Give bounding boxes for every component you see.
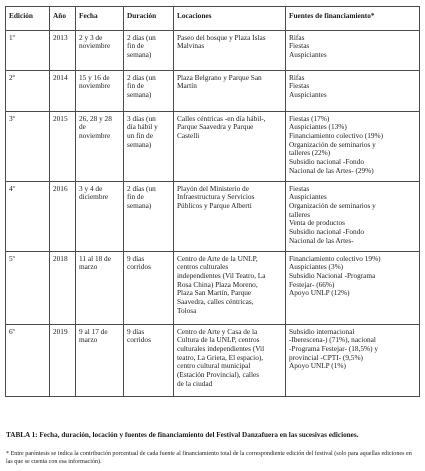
cell-anio: 2016 [50, 182, 76, 252]
cell-duracion: 2 días (un fin de semana) [124, 182, 174, 252]
cell-fecha: 3 y 4 de diciembre [76, 182, 124, 252]
cell-duracion: 9 días corridos [124, 325, 174, 397]
cell-locaciones: Paseo del bosque y Plaza Islas Malvinas [174, 31, 286, 71]
cell-fuentes: Fiestas (17%) Auspiciantes (13%) Financiamiento colectivo (19%) Organización de seminarios y talleres (22%) Subsidio nacional -Fondo Nacional de las Artes- (29%) [286, 112, 420, 182]
cell-anio: 2013 [50, 31, 76, 71]
cell-fecha: 11 al 18 de marzo [76, 252, 124, 325]
cell-fecha: 26, 28 y 28 de noviembre [76, 112, 124, 182]
cell-edicion: 3º [6, 112, 50, 182]
table-caption: TABLA 1: Fecha, duración, locación y fuentes de financiamiento del Festival Danzafuera en las sucesivas ediciones. [6, 431, 359, 439]
cell-edicion: 6º [6, 325, 50, 397]
cell-anio: 2014 [50, 71, 76, 112]
table-row [6, 252, 420, 325]
cell-edicion: 5º [6, 252, 50, 325]
header-fecha: Fecha [76, 7, 124, 31]
cell-duracion: 2 días (un fin de semana) [124, 31, 174, 71]
header-edicion: Edición [6, 7, 50, 31]
cell-locaciones: Centro de Arte de la UNLP, centros culturales independientes (Vil Teatro, La Rosa China) Plaza Moreno, Plaza San Martín, Parque Saavedra, calles céntricas, Tolosa [174, 252, 286, 325]
cell-fuentes: Rifas Fiestas Auspiciantes [286, 71, 420, 112]
header-fuentes: Fuentes de financiamiento* [286, 7, 420, 31]
cell-fuentes: Rifas Fiestas Auspiciantes [286, 31, 420, 71]
cell-duracion: 3 días (un día hábil y un fin de semana) [124, 112, 174, 182]
cell-anio: 2018 [50, 252, 76, 325]
table-row [6, 182, 420, 252]
cell-edicion: 4º [6, 182, 50, 252]
cell-locaciones: Plaza Belgrano y Parque San Martín [174, 71, 286, 112]
cell-fecha: 9 al 17 de marzo [76, 325, 124, 397]
cell-duracion: 2 días (un fin de semana) [124, 71, 174, 112]
header-locaciones: Locaciones [174, 7, 286, 31]
table-footnote: * Entre paréntesis se indica la contribución porcentual de cada fuente al financiamiento total de la correspondiente edición del festival (solo para aquellas ediciones en las que se cuenta con esa información). [6, 451, 412, 465]
cell-locaciones: Calles céntricas -en día hábil-, Parque Saavedra y Parque Castelli [174, 112, 286, 182]
cell-fuentes: Fiestas Auspiciantes Organización de seminarios y talleres Venta de productos Subsidio nacional -Fondo Nacional de las Artes- [286, 182, 420, 252]
cell-duracion: 9 días corridos [124, 252, 174, 325]
cell-anio: 2015 [50, 112, 76, 182]
header-duracion: Duración [124, 7, 174, 31]
cell-fuentes: Subsidio internacional -Iberescena-) (71%), nacional -Programa Festejar- (18,5%) y provincial -CPTI- (9,5%) Apoyo UNLP (1%) [286, 325, 420, 397]
cell-fuentes: Financiamiento colectivo 19%) Auspiciantes (3%) Subsidio Nacional -Programa Festejar- (66%) Apoyo UNLP (12%) [286, 252, 420, 325]
cell-locaciones: Centro de Arte y Casa de la Cultura de la UNLP, centros culturales independientes (Vil teatro, La Grieta, El espacio), centro cultural municipal (Estación Provincial), calles de la ciudad [174, 325, 286, 397]
cell-edicion: 1º [6, 31, 50, 71]
cell-edicion: 2º [6, 71, 50, 112]
table-row [6, 112, 420, 182]
table-row [6, 71, 420, 112]
table-row [6, 325, 420, 397]
table-row [6, 31, 420, 71]
cell-anio: 2019 [50, 325, 76, 397]
cell-fecha: 15 y 16 de noviembre [76, 71, 124, 112]
cell-fecha: 2 y 3 de noviembre [76, 31, 124, 71]
cell-locaciones: Playón del Ministerio de Infraestructura y Servicios Públicos y Parque Alberti [174, 182, 286, 252]
festival-editions-table [5, 6, 420, 397]
header-anio: Año [50, 7, 76, 31]
table-header-row [6, 7, 420, 31]
